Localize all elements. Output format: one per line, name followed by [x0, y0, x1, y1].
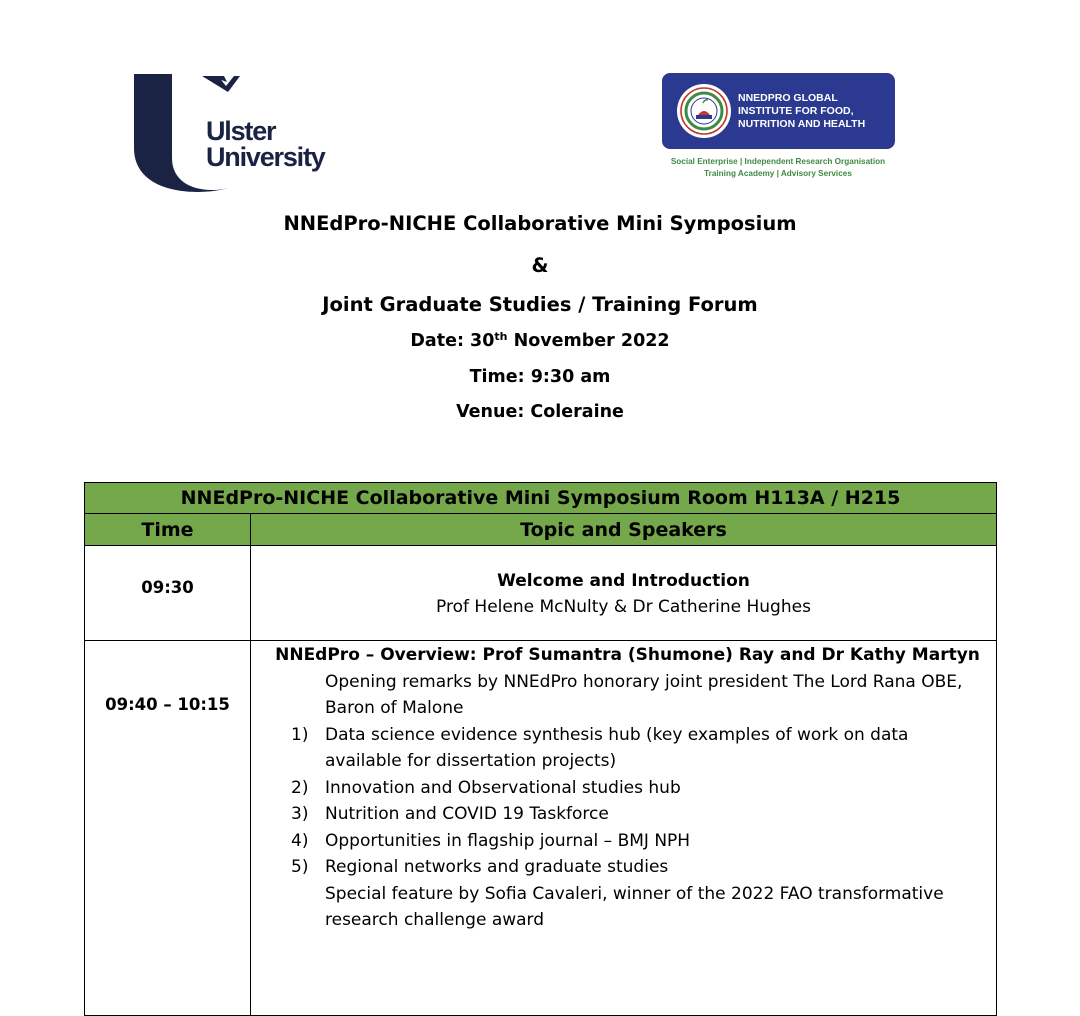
list-item-text: Opportunities in flagship journal – BMJ NPH — [325, 830, 691, 851]
nnedpro-title-line-2: INSTITUTE FOR FOOD, — [738, 105, 854, 117]
list-item — [251, 828, 996, 855]
table-row — [85, 641, 997, 1016]
list-item-text: Regional networks and graduate studies — [325, 857, 669, 877]
list-item-number: 3) — [291, 804, 309, 824]
list-item-number: 5) — [291, 857, 309, 877]
row-heading: Welcome and Introduction — [497, 571, 750, 591]
nnedpro-tagline-2: Training Academy | Advisory Services — [704, 169, 852, 178]
ulster-wordmark — [206, 118, 325, 170]
row-speakers: Prof Helene McNulty & Dr Catherine Hughes — [436, 597, 811, 617]
list-item — [251, 854, 996, 881]
list-item — [251, 775, 996, 802]
event-date-suffix: th — [494, 330, 508, 343]
table-row — [85, 546, 997, 641]
list-item-text: Innovation and Observational studies hub — [325, 777, 681, 798]
nnedpro-logo — [662, 73, 895, 149]
schedule-table — [84, 482, 997, 1016]
nnedpro-title — [738, 92, 893, 131]
ulster-line-2: University — [206, 142, 325, 172]
nnedpro-title-line-3: NUTRITION AND HEALTH — [738, 118, 866, 130]
row-closing: Special feature by Sofia Cavaleri, winner of the 2022 FAO transformative research challenge award — [325, 883, 944, 930]
table-header-row — [85, 514, 997, 546]
nnedpro-title-line-1: NNEDPRO GLOBAL — [738, 92, 838, 104]
nnedpro-seal-icon — [674, 81, 734, 141]
list-item — [251, 801, 996, 828]
event-venue: Venue: Coleraine — [456, 402, 624, 422]
event-ampersand: & — [531, 254, 549, 277]
event-date — [0, 331, 1080, 351]
row-topic — [251, 641, 997, 1016]
row-topic — [251, 546, 997, 641]
list-item-number: 1) — [291, 724, 309, 745]
list-item — [251, 722, 996, 775]
row-time: 09:40 – 10:15 — [85, 641, 251, 1016]
table-title-row — [85, 483, 997, 514]
list-item-text: Nutrition and COVID 19 Taskforce — [325, 804, 609, 824]
row-intro: Opening remarks by NNEdPro honorary joint president The Lord Rana OBE, Baron of Malone — [325, 671, 963, 718]
event-title: NNEdPro-NICHE Collaborative Mini Symposium — [283, 212, 797, 235]
table-title: NNEdPro-NICHE Collaborative Mini Symposium Room H113A / H215 — [85, 483, 997, 514]
event-date-rest: November 2022 — [507, 331, 670, 351]
list-item-text: Data science evidence synthesis hub (key examples of work on data available for dissertation projects) — [325, 724, 909, 771]
ulster-line-1: Ulster — [206, 116, 276, 146]
nnedpro-tagline-1: Social Enterprise | Independent Research Organisation — [670, 157, 886, 166]
list-item-number: 4) — [291, 830, 309, 851]
column-header-time: Time — [85, 514, 251, 546]
row-heading: NNEdPro – Overview: Prof Sumantra (Shumone) Ray and Dr Kathy Martyn — [275, 645, 980, 665]
event-subtitle: Joint Graduate Studies / Training Forum — [322, 293, 758, 316]
column-header-topic: Topic and Speakers — [251, 514, 997, 546]
event-time: Time: 9:30 am — [469, 367, 611, 387]
row-time: 09:30 — [85, 546, 251, 641]
event-date-label: Date: 30 — [410, 331, 495, 351]
list-item-number: 2) — [291, 777, 309, 798]
